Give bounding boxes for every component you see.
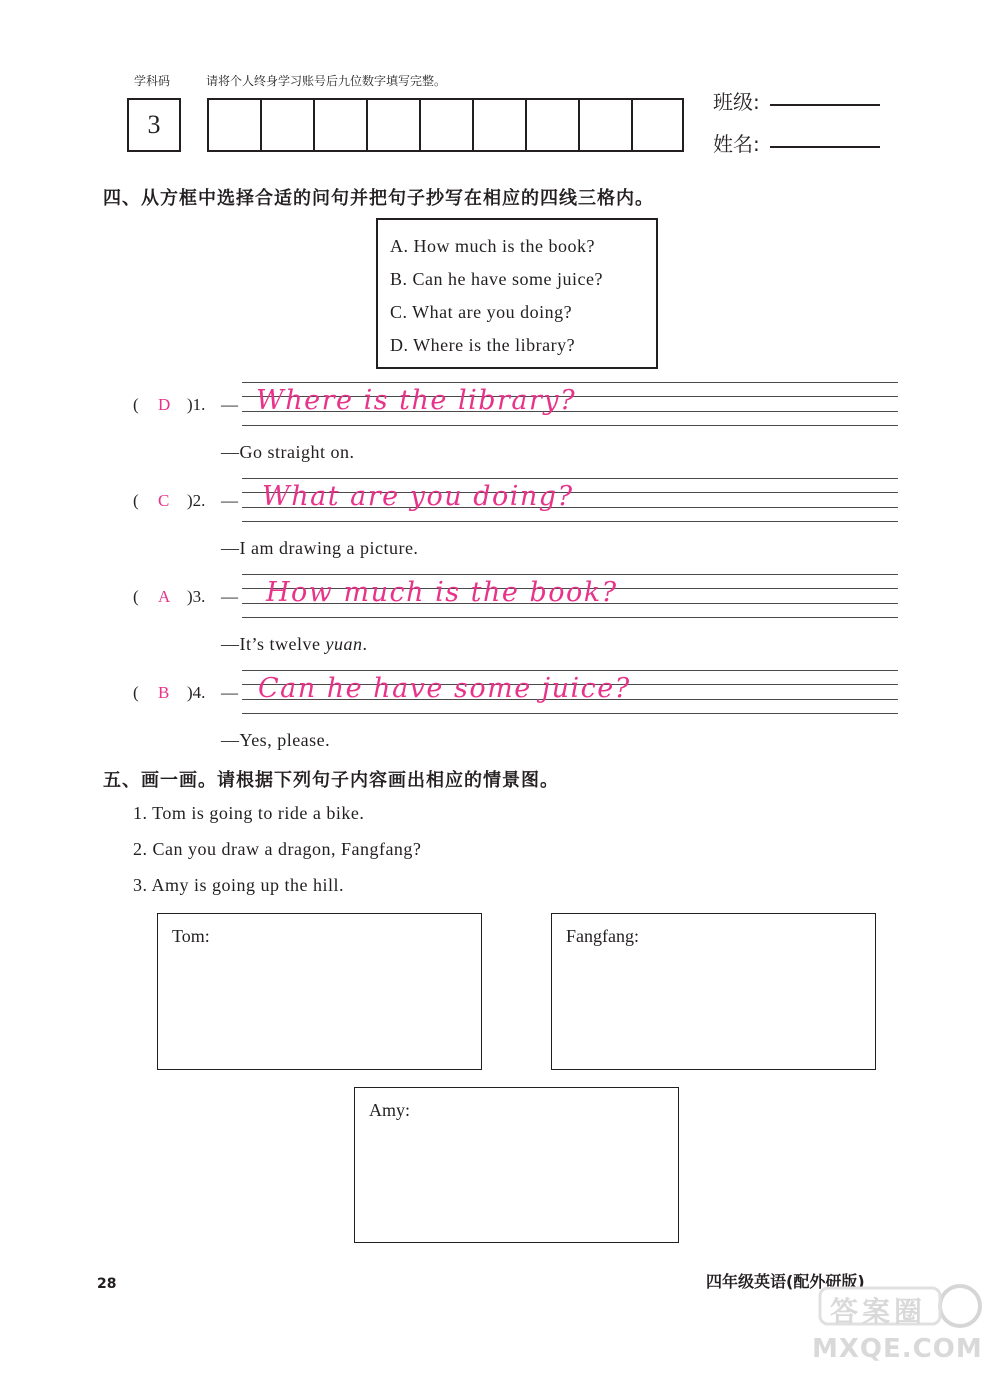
name-label: 姓名: (713, 132, 760, 156)
question-item-1 (0, 380, 1000, 476)
handwritten-answer: How much is the book? (266, 577, 618, 608)
book-title: 四年级英语(配外研版) (706, 1272, 865, 1291)
account-instruction: 请将个人终身学习账号后九位数字填写完整。 (206, 74, 447, 88)
item-number: )1. (187, 395, 206, 414)
option-a: A. How much is the book? (390, 236, 595, 256)
drawing-box-label: Fangfang: (566, 926, 639, 946)
reply-line: —I am drawing a picture. (221, 538, 419, 558)
digit-box[interactable] (315, 100, 368, 150)
paren-open: ( (133, 683, 139, 702)
handwritten-answer: What are you doing? (262, 481, 574, 512)
question-dash: — (221, 395, 238, 414)
drawing-box-label: Amy: (369, 1100, 411, 1120)
digit-box[interactable] (527, 100, 580, 150)
subject-code-box (127, 98, 181, 152)
reply-line: —Yes, please. (221, 730, 331, 750)
drawing-box-tom[interactable] (157, 913, 482, 1070)
options-box (376, 218, 658, 369)
subject-code-value: 3 (147, 110, 161, 139)
reply-line: —Go straight on. (221, 442, 355, 462)
answer-letter[interactable]: D (158, 395, 171, 414)
option-c: C. What are you doing? (390, 302, 573, 322)
question-item-2 (0, 476, 1000, 572)
class-label: 班级: (713, 90, 760, 114)
drawing-box-label: Tom: (172, 926, 210, 946)
item-number: )3. (187, 587, 206, 606)
digit-box[interactable] (421, 100, 474, 150)
option-b: B. Can he have some juice? (390, 269, 603, 289)
drawing-box-fangfang[interactable] (551, 913, 876, 1070)
watermark-logo (800, 1282, 996, 1372)
watermark-logo-text: 答案圈 (830, 1295, 927, 1328)
digit-box[interactable] (262, 100, 315, 150)
question-dash: — (221, 683, 238, 702)
question-dash: — (221, 587, 238, 606)
digit-box[interactable] (633, 100, 682, 150)
digit-box[interactable] (580, 100, 633, 150)
sentence-1: 1. Tom is going to ride a bike. (133, 803, 365, 823)
handwritten-answer: Can he have some juice? (258, 673, 631, 704)
reply-line: —It’s twelve yuan. (221, 634, 368, 654)
answer-letter[interactable]: C (158, 491, 170, 510)
drawing-box-amy[interactable] (354, 1087, 679, 1243)
watermark-site: MXQE.COM (812, 1334, 983, 1364)
sentence-3: 3. Amy is going up the hill. (133, 875, 345, 895)
name-field[interactable] (770, 146, 880, 148)
account-digit-boxes[interactable] (207, 98, 684, 152)
question-dash: — (221, 491, 238, 510)
question-item-3 (0, 572, 1000, 668)
section-4-title: 四、从方框中选择合适的问句并把句子抄写在相应的四线三格内。 (103, 188, 654, 209)
answer-letter[interactable]: A (158, 587, 171, 606)
item-number: )4. (187, 683, 206, 702)
question-item-4 (0, 668, 1000, 764)
class-field[interactable] (770, 104, 880, 106)
paren-open: ( (133, 491, 139, 510)
digit-box[interactable] (368, 100, 421, 150)
option-d: D. Where is the library? (390, 335, 576, 355)
paren-open: ( (133, 395, 139, 414)
digit-box[interactable] (209, 100, 262, 150)
page-number: 28 (97, 1276, 117, 1292)
digit-box[interactable] (474, 100, 527, 150)
item-number: )2. (187, 491, 206, 510)
sentence-2: 2. Can you draw a dragon, Fangfang? (133, 839, 422, 859)
handwritten-answer: Where is the library? (256, 385, 577, 416)
paren-open: ( (133, 587, 139, 606)
answer-letter[interactable]: B (158, 683, 170, 702)
section-5-title: 五、画一画。请根据下列句子内容画出相应的情景图。 (103, 770, 559, 791)
subject-code-label: 学科码 (134, 74, 171, 88)
